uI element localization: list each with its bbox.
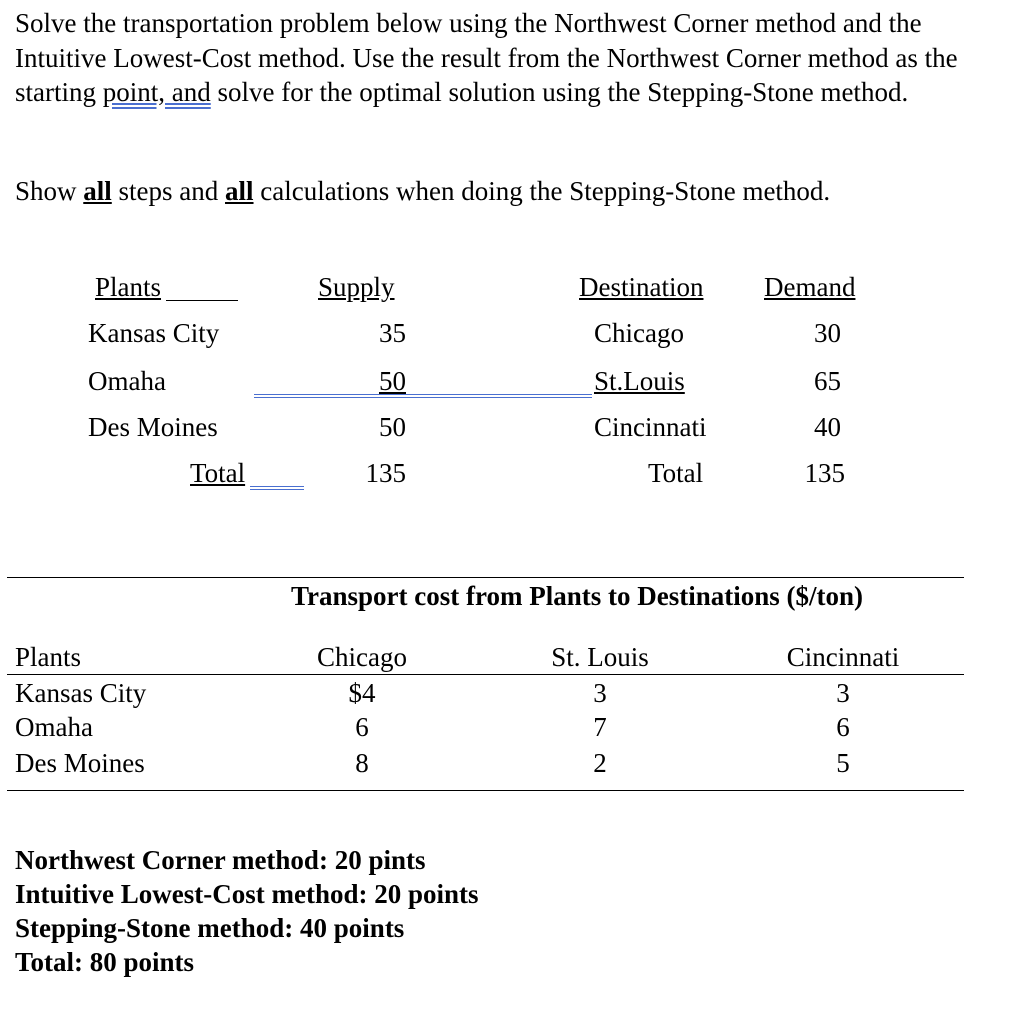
demand-value: 65 [814,366,841,396]
problem-statement [15,6,1015,110]
instruction-line [15,176,830,207]
table-bottom-rule [7,790,964,791]
demand-total-label: Total [648,458,704,488]
cost-cell: 3 [593,678,607,708]
emphasis-all-2: all [225,176,254,206]
cost-col-stlouis: St. Louis [551,642,649,672]
cost-cell: 5 [836,748,850,778]
instruction-middle: steps and [111,176,226,206]
blue-total-line [250,486,304,490]
intro-link-text: point, and [102,77,211,107]
blue-connector-line [254,394,592,398]
cost-col-cincinnati: Cincinnati [786,642,900,672]
demand-value: 30 [814,318,841,348]
emphasis-all-1: all [83,176,112,206]
supply-value: 35 [379,318,406,348]
cost-cell: 2 [593,748,607,778]
score-line: Stepping-Stone method: 40 points [15,913,405,943]
plant-name: Kansas City [88,318,220,348]
supply-value: 50 [379,412,406,442]
supply-value: 50 [379,366,406,396]
destination-name: Chicago [594,318,684,348]
cost-cell: 8 [355,748,369,778]
cost-cell: $4 [348,678,376,708]
plants-header-rule [166,300,238,301]
intro-text-1: Solve the transportation problem below using the Northwest Corner method and the Intuitive Lowest-Cost method. Use the result from the Northwest Corner method as the starting [15,8,958,107]
cost-row-header: Plants [15,642,82,672]
supply-header: Supply [318,272,395,302]
demand-total: 135 [804,458,845,488]
cost-cell: 6 [355,712,369,742]
plant-name: Omaha [88,366,166,396]
cost-cell: 7 [593,712,607,742]
score-line: Total: 80 points [15,947,195,977]
destination-header: Destination [579,272,704,302]
supply-total-label: Total [190,458,246,488]
score-line: Northwest Corner method: 20 pints [15,845,426,875]
score-line: Intuitive Lowest-Cost method: 20 points [15,879,479,909]
cost-table-title: Transport cost from Plants to Destinations ($/ton) [291,581,863,611]
cost-plant-name: Omaha [15,712,93,742]
supply-total: 135 [365,458,406,488]
table-header-rule [7,674,964,675]
instruction-prefix: Show [15,176,84,206]
table-top-rule [7,577,964,578]
cost-cell: 6 [836,712,850,742]
destination-name: Cincinnati [594,412,707,442]
intro-text-2: solve for the optimal solution using the Stepping-Stone method. [210,77,909,107]
cost-cell: 3 [836,678,850,708]
plants-header: Plants [95,272,162,302]
plant-name: Des Moines [88,412,218,442]
destination-name: St.Louis [594,366,685,396]
demand-value: 40 [814,412,841,442]
scoring-breakdown [15,843,479,979]
cost-col-chicago: Chicago [317,642,407,672]
instruction-suffix: calculations when doing the Stepping-Stone method. [253,176,831,206]
cost-plant-name: Kansas City [15,678,147,708]
cost-plant-name: Des Moines [15,748,145,778]
demand-header: Demand [764,272,856,302]
